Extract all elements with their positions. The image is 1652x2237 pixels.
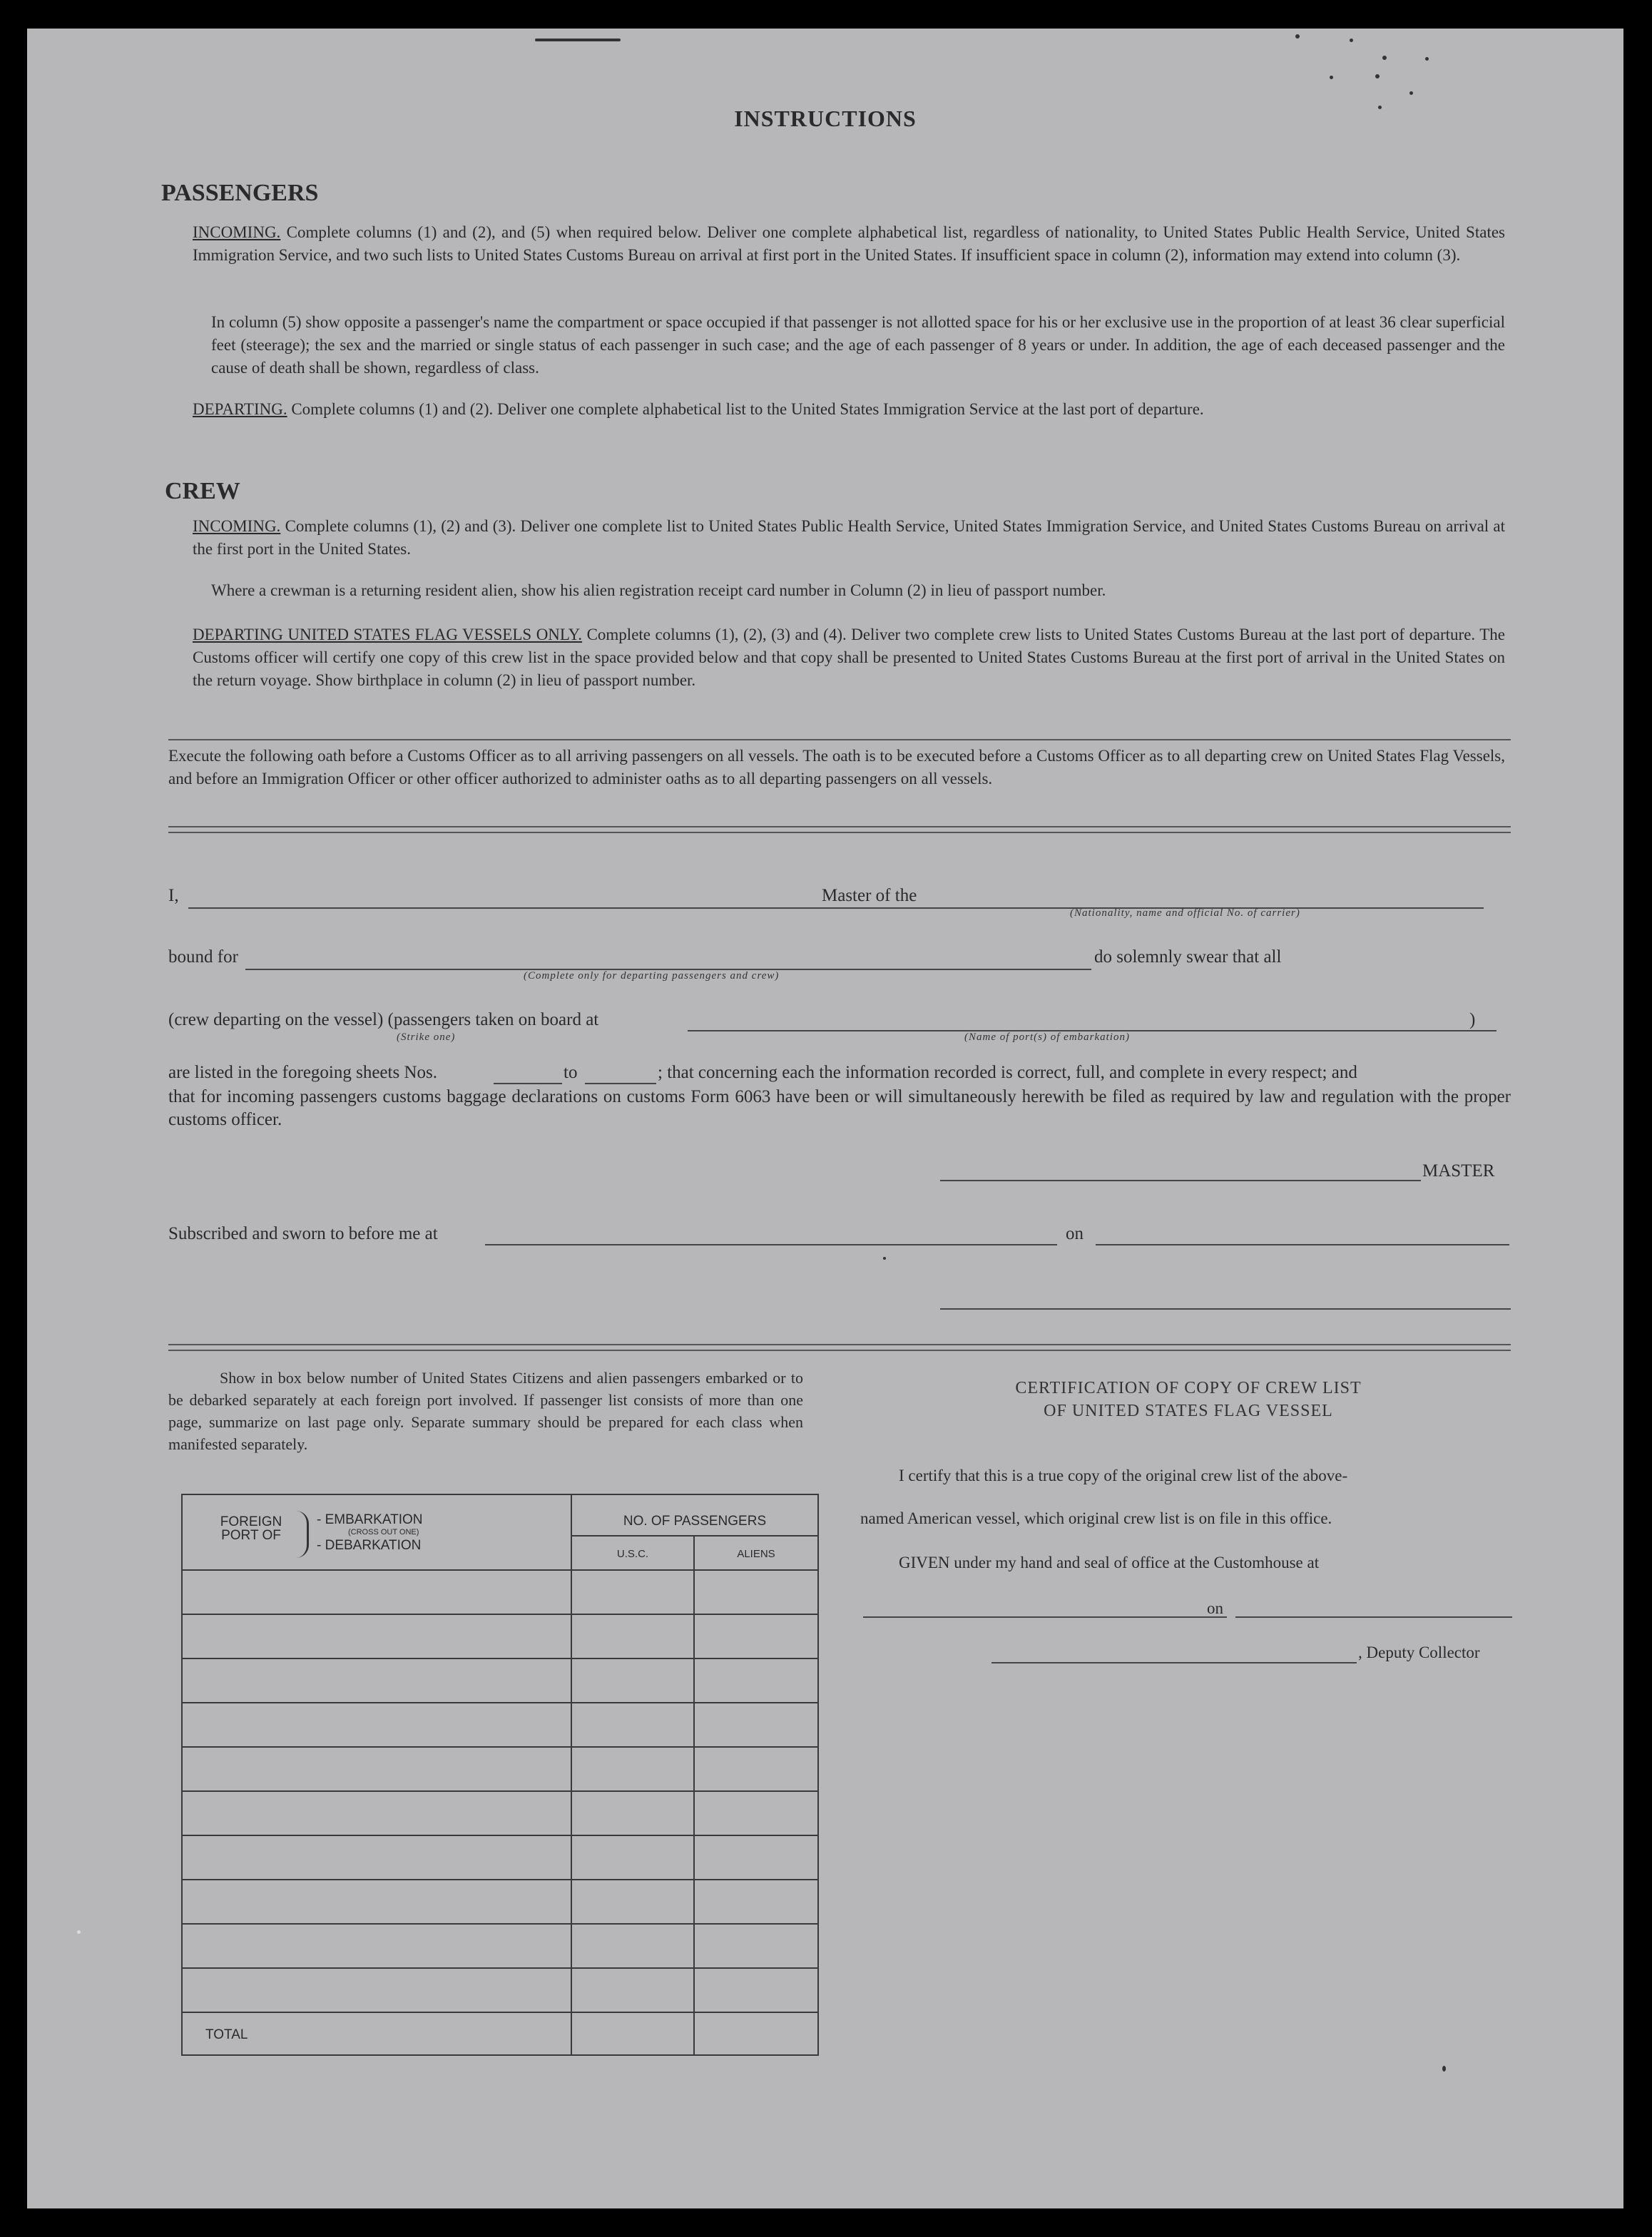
passenger-summary-table [181,1494,819,2056]
crew-heading: CREW [165,478,240,504]
passengers-incoming-text: Complete columns (1) and (2), and (5) when required below. Deliver one complete alphabetical list, regardless of nationality, to United States Public Health Service, United States Immigration Service, and two such lists to United States Customs Bureau on arrival at first port in the United States. If insufficient space in column (2), information may extend into column (3). [193,223,1505,264]
scan-speck [883,1257,886,1260]
table-row[interactable] [183,1879,817,1880]
form-sheet [27,29,1623,2208]
scan-speck [1409,91,1413,95]
no-passengers-header: NO. OF PASSENGERS [623,1514,767,1529]
scan-speck [1295,34,1300,39]
crew-resident-paragraph: Where a crewman is a returning resident alien, show his alien registration receipt card number in Column (2) in lieu of passport number. [211,581,1106,599]
page-title: INSTRUCTIONS [734,106,917,131]
passengers-departing-text: Complete columns (1) and (2). Deliver one complete alphabetical list to the United States Immigration Service at the last port of departure. [291,400,1204,418]
oath-instruction: Execute the following oath before a Customs Officer as to all arriving passengers on all vessels. The oath is to be executed before a Customs Officer as to all departing crew on United States Flag Vessels, and before an Immigration Officer or other officer authorized to administer oaths as to all departing passengers on all vessels. [168,747,1505,788]
cert-on-label: on [1207,1599,1223,1617]
deputy-collector-label: , Deputy Collector [1358,1644,1480,1661]
table-row[interactable] [183,1746,817,1748]
crew-incoming-paragraph [193,515,1505,561]
divider [168,826,1511,827]
sworn-place-line[interactable] [485,1244,1057,1245]
foreign-port-header: FOREIGN PORT OF [220,1514,282,1543]
summary-instruction: Show in box below number of United States Citizens and alien passengers embarked or to be debarked separately at each foreign port involved. If passenger list consists of more than one page, summarize on last page only. Separate summary should be prepared for each class when manifested separately. [168,1369,803,1453]
usc-header: U.S.C. [616,1548,649,1560]
table-row[interactable] [183,1614,817,1615]
officer-signature-line[interactable] [940,1308,1511,1310]
divider [168,1350,1511,1351]
aliens-header: ALIENS [737,1548,775,1560]
table-divider [571,1535,817,1537]
bound-for-label: bound for [168,947,238,967]
scan-speck [1382,56,1387,60]
table-row[interactable] [183,1702,817,1703]
certification-title-line2: OF UNITED STATES FLAG VESSEL [1044,1402,1333,1420]
table-row[interactable] [183,1658,817,1659]
sworn-date-line[interactable] [1096,1244,1509,1245]
certification-title-line1: CERTIFICATION OF COPY OF CREW LIST [1015,1379,1362,1397]
scan-speck [1375,74,1380,78]
sworn-on-label: on [1066,1224,1084,1243]
cert-date-line[interactable] [1235,1616,1512,1618]
brace-icon [294,1511,309,1558]
listed-text: ; that concerning each the information recorded is correct, full, and complete in every respect; and [658,1063,1357,1082]
customhouse-line[interactable] [863,1616,1227,1618]
master-label: MASTER [1422,1161,1495,1181]
total-label: TOTAL [205,2027,248,2042]
passengers-heading: PASSENGERS [161,180,319,206]
scan-speck [1350,39,1353,42]
table-row[interactable] [183,2012,817,2013]
listed-to-label: to [564,1063,578,1082]
master-signature-line[interactable] [940,1180,1421,1181]
scan-speck [1425,57,1429,61]
divider [168,739,1511,740]
swear-label: do solemnly swear that all [1094,947,1282,967]
crew-departing-label: DEPARTING UNITED STATES FLAG VESSELS ONLY. [193,626,583,643]
passengers-incoming-label: INCOMING. [193,223,281,241]
cross-out-note: (CROSS OUT ONE) [348,1528,419,1537]
master-of-the-label: Master of the [822,886,917,905]
table-row[interactable] [183,1923,817,1925]
scan-speck [1442,2066,1446,2072]
embarkation-header: - EMBARKATION [317,1512,423,1527]
port-caption: (Name of port(s) of embarkation) [964,1031,1130,1043]
given-line: GIVEN under my hand and seal of office at the Customhouse at [899,1554,1320,1571]
certification-title [860,1377,1516,1422]
divider [168,1344,1511,1345]
master-name-line[interactable] [188,907,980,909]
listed-label: are listed in the foregoing sheets Nos. [168,1063,437,1082]
complete-caption: (Complete only for departing passengers and crew) [524,970,780,982]
close-paren: ) [1469,1010,1476,1029]
sheet-to-line[interactable] [585,1083,656,1084]
debarkation-header: - DEBARKATION [317,1538,422,1553]
listed-line [168,1063,437,1083]
scan-speck [1330,76,1333,79]
table-divider [571,1495,572,2054]
passengers-departing-label: DEPARTING. [193,400,287,418]
table-row[interactable] [183,1967,817,1969]
scan-speck [1378,106,1382,109]
sheet-from-line[interactable] [494,1083,562,1084]
scan-speck [77,1930,81,1934]
nationality-caption: (Nationality, name and official No. of carrier) [1070,907,1300,919]
subscribed-label: Subscribed and sworn to before me at [168,1224,438,1243]
table-row[interactable] [183,1790,817,1792]
strike-caption: (Strike one) [397,1031,456,1043]
crew-incoming-label: INCOMING. [193,517,281,535]
crew-departing-label: (crew departing on the vessel) (passengers taken on board at [168,1010,599,1029]
crew-incoming-text: Complete columns (1), (2) and (3). Deliver one complete list to United States Public Health Service, United States Immigration Service, and United States Customs Bureau on arrival at the first port in the United States. [193,517,1506,558]
crew-departing-text: Complete columns (1), (2), (3) and (4). Deliver two complete crew lists to United States Customs Bureau at the last port of departure. The Customs officer will certify one copy of this crew list in the space provided below and that copy shall be presented to United States Customs Bureau at the first port of arrival in the United States on the return voyage. Show birthplace in column (2) in lieu of passport number. [193,626,1506,689]
table-divider [183,1569,817,1571]
certify-line1: I certify that this is a true copy of the original crew list of the above- [899,1467,1348,1484]
certify-line2: named American vessel, which original crew list is on file in this office. [860,1509,1332,1527]
deputy-signature-line[interactable] [991,1662,1357,1663]
passengers-column5-paragraph: In column (5) show opposite a passenger's name the compartment or space occupied if that passenger is not allotted space for his or her exclusive use in the proportion of at least 36 clear superficial feet (steerage); the sex and the married or single status of each passenger in such case; and the age of each passenger of 8 years or under. In addition, the age of each deceased passenger and the cause of death shall be shown, regardless of class. [211,313,1505,377]
crew-departing-paragraph [193,623,1505,692]
table-row[interactable] [183,1835,817,1836]
passengers-departing-paragraph [193,398,1505,421]
oath-i-label: I, [168,886,179,905]
scan-speck [535,39,621,41]
listed-continuation: that for incoming passengers customs baggage declarations on customs Form 6063 have been or will simultaneously herewith be filed as required by law and regulation with the proper customs officer. [168,1087,1511,1129]
passengers-incoming-paragraph [193,221,1505,267]
divider [168,832,1511,833]
